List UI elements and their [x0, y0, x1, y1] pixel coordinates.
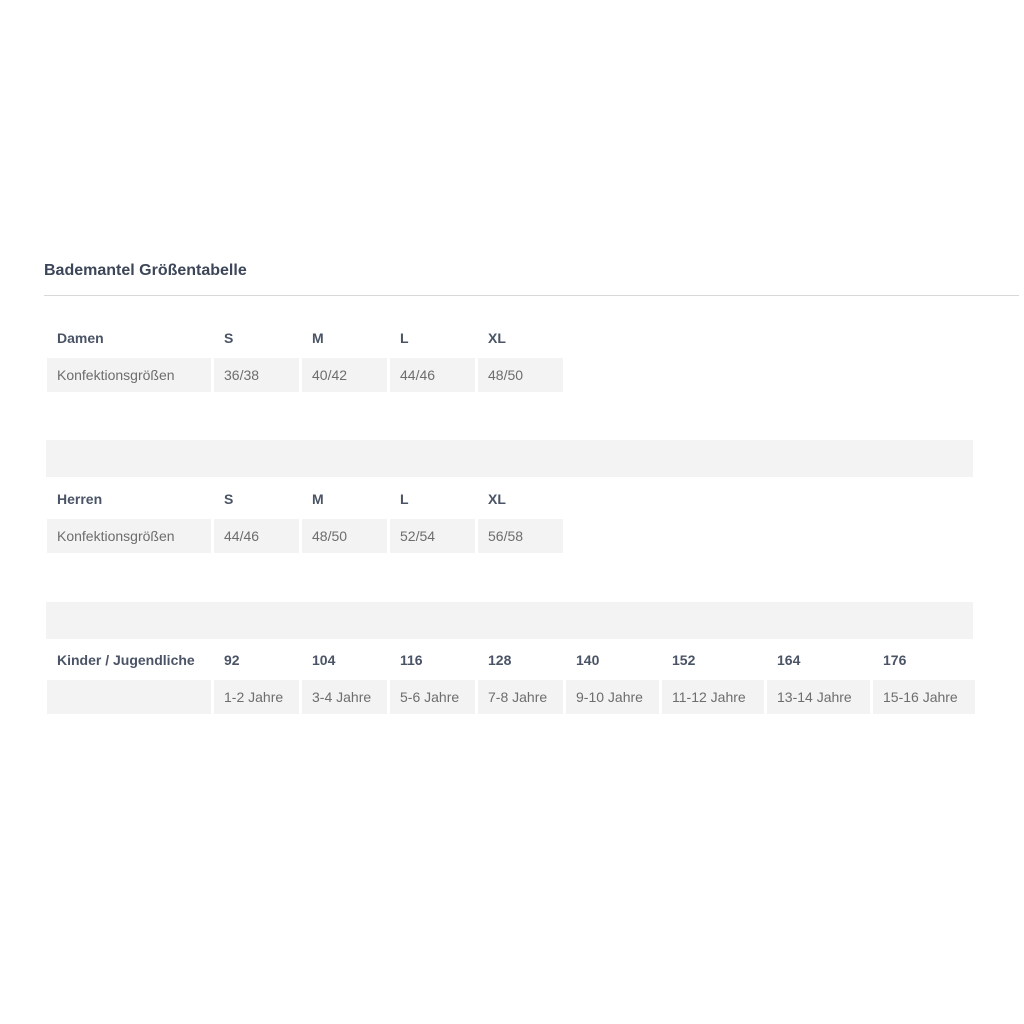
table-header-row [47, 321, 563, 355]
table-cell: 3-4 Jahre [302, 680, 387, 714]
table-cell: 15-16 Jahre [873, 680, 975, 714]
table-header-cell: S [224, 330, 234, 346]
section-spacer [46, 602, 973, 639]
table-cell: 56/58 [478, 519, 563, 553]
table-cell: 11-12 Jahre [662, 680, 764, 714]
table-cell: 44/46 [390, 358, 475, 392]
table-cell: 48/50 [478, 358, 563, 392]
table-header-cell: L [400, 330, 409, 346]
women-size-table [44, 318, 566, 395]
table-header-cell: 116 [400, 652, 423, 668]
table-header-row [47, 482, 563, 516]
table-cell: 44/46 [214, 519, 299, 553]
table-cell: 40/42 [302, 358, 387, 392]
table-header-row [47, 643, 975, 677]
table-cell: 36/38 [214, 358, 299, 392]
page-title: Bademantel Größentabelle [44, 262, 247, 279]
table-header-cell: Kinder / Jugendliche [57, 652, 195, 668]
table-header-cell: 152 [672, 652, 696, 668]
table-header-cell: S [224, 491, 234, 507]
kids-size-table [44, 640, 978, 717]
men-size-table [44, 479, 566, 556]
table-header-cell: M [312, 330, 324, 346]
table-header-cell: 128 [488, 652, 512, 668]
section-spacer [46, 440, 973, 477]
table-header-cell: Damen [57, 330, 104, 346]
table-cell: 52/54 [390, 519, 475, 553]
table-cell: 1-2 Jahre [214, 680, 299, 714]
table-row [47, 680, 975, 714]
table-cell: Konfektionsgrößen [47, 358, 211, 392]
table-header-cell: 104 [312, 652, 336, 668]
title-divider [44, 295, 1019, 296]
table-header-cell: 92 [224, 652, 240, 668]
table-cell: 9-10 Jahre [566, 680, 659, 714]
table-header-cell: M [312, 491, 324, 507]
table-cell: 48/50 [302, 519, 387, 553]
table-cell: 5-6 Jahre [390, 680, 475, 714]
table-cell: 7-8 Jahre [478, 680, 563, 714]
table-header-cell: XL [488, 330, 506, 346]
table-row [47, 358, 563, 392]
table-cell [47, 680, 211, 714]
table-header-cell: 176 [883, 652, 907, 668]
table-cell: Konfektionsgrößen [47, 519, 211, 553]
table-header-cell: 164 [777, 652, 801, 668]
table-header-cell: XL [488, 491, 506, 507]
table-header-cell: 140 [576, 652, 600, 668]
table-cell: 13-14 Jahre [767, 680, 870, 714]
table-header-cell: L [400, 491, 409, 507]
table-header-cell: Herren [57, 491, 103, 507]
table-row [47, 519, 563, 553]
